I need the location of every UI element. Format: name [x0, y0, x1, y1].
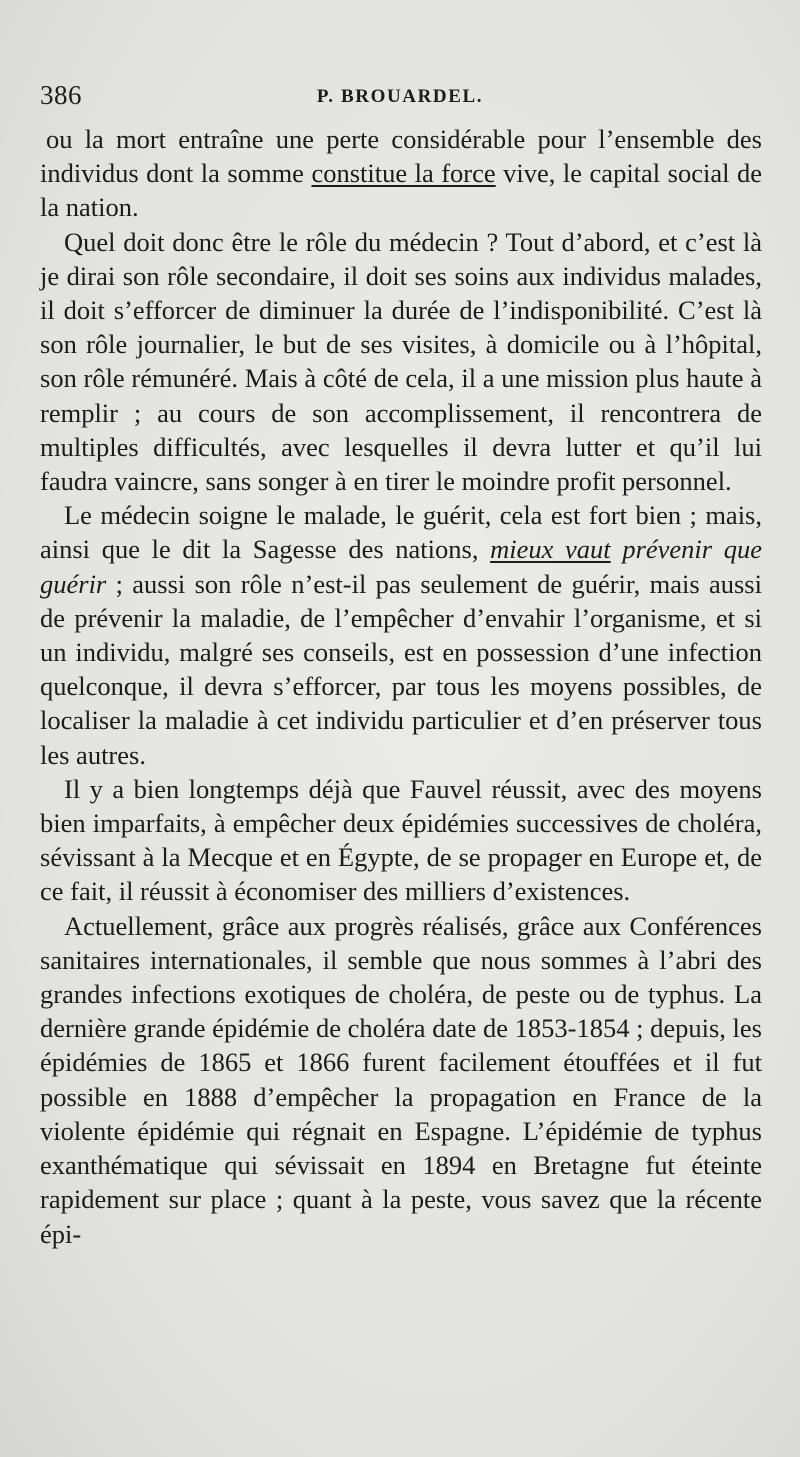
- paragraph-3-end: ; aussi son rôle n’est-il pas seulement de guérir, mais aussi de prévenir la maladie, de l’empêcher d’envahir l’organisme, et si un individu, malgré ses conseils, est en possession d’une infection quelconque, il devra s’efforcer, par tous les moyens possibles, de localiser la maladie à cet individu particulier et d’en préserver tous les autres.: [40, 568, 762, 770]
- paragraph-3-space: [611, 534, 623, 564]
- paragraph-2: Quel doit donc être le rôle du médecin ? Tout d’abord, et c’est là je dirai son rôle secondaire, il doit ses soins aux individus malades, il doit s’efforcer de diminuer la durée de l’indisponibilité. C’est là son rôle journalier, le but de ses visites, à domicile ou à l’hôpital, son rôle rémunéré. Mais à côté de cela, il a une mission plus haute à remplir ; au cours de son accomplissement, il rencontrera de multiples difficultés, avec lesquelles il devra lutter et qu’il lui faudra vaincre, sans songer à en tirer le moindre profit personnel.: [40, 226, 762, 497]
- underlined-phrase: constitue la force: [311, 158, 496, 189]
- page-number: 386: [40, 80, 82, 110]
- italic-underlined-phrase: mieux vaut: [490, 534, 611, 565]
- paragraph-3-start: Le médecin soigne le malade, le guérit, cela est fort bien ; mais, ainsi que le dit la Sagesse des nations,: [40, 500, 762, 565]
- page-header: [40, 80, 760, 114]
- paragraph-1-end: vive, le capital social de la nation.: [40, 158, 762, 223]
- paragraph-1-start: ou la mort entraîne une perte considérable pour l’ensemble des individus dont la somme: [40, 124, 762, 189]
- italic-phrase: prévenir que guérir: [40, 534, 762, 599]
- paragraph-4: Il y a bien longtemps déjà que Fauvel réussit, avec des moyens bien imparfaits, à empêcher deux épidémies successives de choléra, sévissant à la Mecque et en Égypte, de se propager en Europe et, de ce fait, il réussit à économiser des milliers d’existences.: [40, 773, 762, 907]
- paragraph-1: [40, 122, 762, 225]
- running-head: P. BROUARDEL.: [316, 86, 484, 107]
- paragraph-5: Actuellement, grâce aux progrès réalisés, grâce aux Conférences sanitaires internationales, il semble que nous sommes à l’abri des grandes infections exotiques de choléra, de peste ou de typhus. La dernière grande épidémie de choléra date de 1853-1854 ; depuis, les épidémies de 1865 et 1866 furent facilement étouffées et il fut possible en 1888 d’empêcher la propagation en France de la violente épidémie qui régnait en Espagne. L’épidémie de typhus exanthématique qui sévissait en 1894 en Bretagne fut éteinte rapidement sur place ; quant à la peste, vous savez que la récente épi-: [40, 910, 762, 1249]
- body-text: [40, 122, 762, 1251]
- paragraph-3: [40, 498, 762, 772]
